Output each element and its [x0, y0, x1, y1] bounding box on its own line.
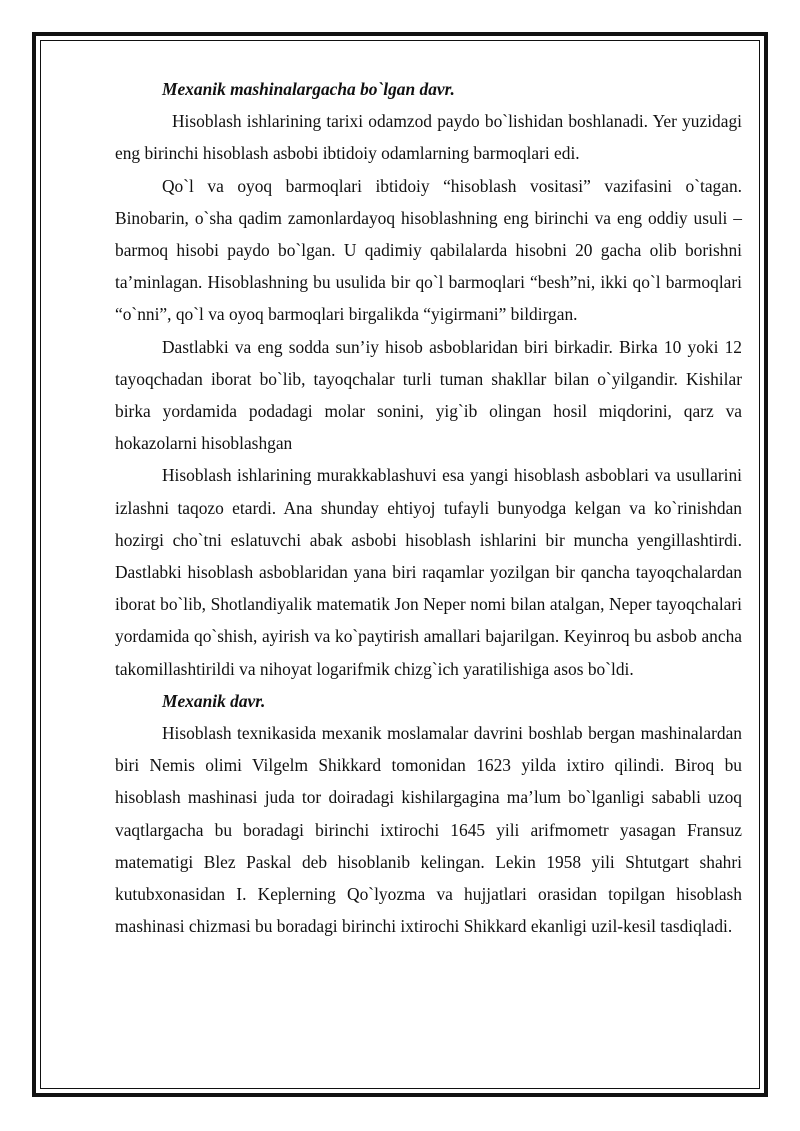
- paragraph: Hisoblash texnikasida mexanik moslamalar davrini boshlab bergan mashinalardan biri Nemis olimi Vilgelm Shikkard tomonidan 1623 yilda ixtiro qilindi. Biroq bu hisoblash mashinasi juda tor doiradagi kishilargagina ma’lum bo`lganligi sababli uzoq vaqtlargacha bu boradagi birinchi ixtirochi 1645 yili arifmometr yasagan Fransuz matematigi Blez Paskal deb hisoblanib kelingan. Lekin 1958 yili Shtutgart shahri kutubxonasidan I. Keplerning Qo`lyozma va hujjatlari orasidan topilgan hisoblash mashinasi chizmasi bu boradagi birinchi ixtirochi Shikkard ekanligi uzil-kesil tasdiqladi.: [115, 723, 742, 937]
- document-body: [115, 73, 742, 942]
- section-heading-mechanical: Mexanik davr.: [162, 690, 266, 711]
- paragraph: Qo`l va oyoq barmoqlari ibtidoiy “hisoblash vositasi” vazifasini o`tagan. Binobarin, o`sha qadim zamonlardayoq hisoblashning eng birinchi va eng oddiy usuli – barmoq hisobi paydo bo`lgan. U qadimiy qabilalarda hisobni 20 gacha olib borishni ta’minlagan. Hisoblashning bu usulida bir qo`l barmoqlari “besh”ni, ikki qo`l barmoqlari “o`nni”, qo`l va oyoq barmoqlari birgalikda “yigirmani” bildirgan.: [115, 175, 742, 325]
- section-heading-pre-mechanical: Mexanik mashinalargacha bo`lgan davr.: [162, 79, 455, 99]
- paragraph: Hisoblash ishlarining tarixi odamzod paydo bo`lishidan boshlanadi. Yer yuzidagi eng birinchi hisoblash asbobi ibtidoiy odamlarning barmoqlari edi.: [115, 111, 742, 164]
- paragraph: Dastlabki va eng sodda sun’iy hisob asboblaridan biri birkadir. Birka 10 yoki 12 tayoqchadan iborat bo`lib, tayoqchalar turli tuman shakllar bilan o`yilgandir. Kishilar birka yordamida podadagi molar sonini, yig`ib olingan hosil miqdorini, qarz va hokazolarni hisoblashgan: [115, 336, 742, 454]
- paragraph: Hisoblash ishlarining murakkablashuvi esa yangi hisoblash asboblari va usullarini izlashni taqozo etardi. Ana shunday ehtiyoj tufayli bunyodga kelgan va ko`rinishdan hozirgi cho`tni eslatuvchi abak asbobi hisoblash ishlarini bir muncha yengillashtirdi. Dastlabki hisoblash asboblaridan yana biri raqamlar yozilgan bir qancha tayoqchalardan iborat bo`lib, Shotlandiyalik matematik Jon Neper nomi bilan atalgan, Neper tayoqchalari yordamida qo`shish, ayirish va ko`paytirish amallari bajarilgan. Keyinroq bu asbob ancha takomillashtirildi va nihoyat logarifmik chizg`ich yaratilishiga asos bo`ldi.: [115, 465, 742, 679]
